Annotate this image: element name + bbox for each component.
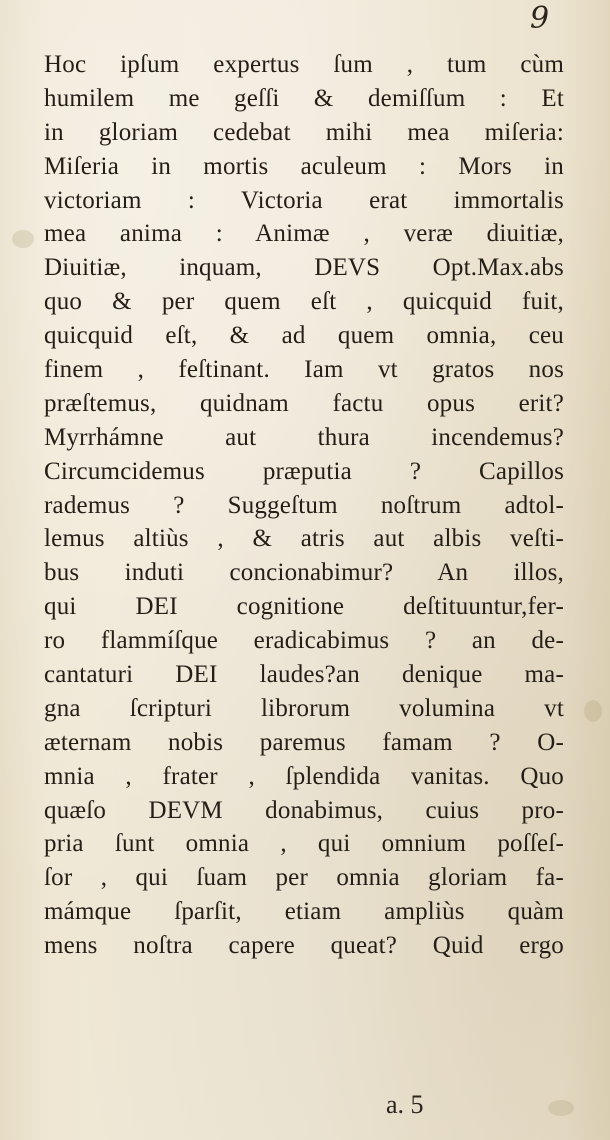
text-line: pria ſunt omnia , qui omnium poſſeſ- — [44, 830, 564, 858]
text-line: finem , feſtinant. Iam vt gratos nos — [44, 356, 564, 384]
text-line: ro flammíſque eradicabimus ? an de- — [44, 627, 564, 655]
text-line: præſtemus, quidnam factu opus erit? — [44, 389, 564, 417]
paper-stain — [584, 700, 602, 722]
text-line: gna ſcripturi librorum volumina vt — [44, 694, 564, 722]
text-line: mens noſtra capere queat? Quid ergo — [44, 932, 564, 960]
text-line: Diuitiæ, inquam, DEVS Opt.Max.abs — [44, 254, 564, 282]
text-line: bus induti concionabimur? An illos, — [44, 559, 564, 587]
text-line: Miſeria in mortis aculeum : Mors in — [44, 152, 564, 180]
text-line: qui DEI cognitione deſtituuntur,fer- — [44, 593, 564, 621]
body-text — [44, 48, 564, 963]
text-line: quo & per quem eſt , quicquid fuit, — [44, 288, 564, 316]
text-line: victoriam : Victoria erat immortalis — [44, 186, 564, 214]
page-number: 9 — [530, 1, 550, 36]
text-line: mámque ſparſit, etiam ampliùs quàm — [44, 898, 564, 926]
text-line: in gloriam cedebat mihi mea miſeria: — [44, 118, 564, 146]
text-line: lemus altiùs , & atris aut albis veſti- — [44, 525, 564, 553]
text-line: Circumcidemus præputia ? Capillos — [44, 457, 564, 485]
text-line: rademus ? Suggeſtum noſtrum adtol- — [44, 491, 564, 519]
text-line: æternam nobis paremus famam ? O- — [44, 728, 564, 756]
text-line: Myrrhámne aut thura incendemus? — [44, 423, 564, 451]
text-line: humilem me geſſi & demiſſum : Et — [44, 84, 564, 112]
text-line: Hoc ipſum expertus ſum , tum cùm — [44, 51, 564, 78]
text-line: ſor , qui ſuam per omnia gloriam fa- — [44, 864, 564, 892]
text-line: quicquid eſt, & ad quem omnia, ceu — [44, 322, 564, 350]
paper-stain — [12, 230, 34, 248]
text-line: quæſo DEVM donabimus, cuius pro- — [44, 796, 564, 824]
text-line: mnia , frater , ſplendida vanitas. Quo — [44, 762, 564, 790]
signature-mark: a. 5 — [386, 1090, 424, 1119]
text-line: cantaturi DEI laudes?an denique ma- — [44, 661, 564, 689]
paper-stain — [548, 1100, 574, 1116]
text-line: mea anima : Animæ , veræ diuitiæ, — [44, 220, 564, 248]
